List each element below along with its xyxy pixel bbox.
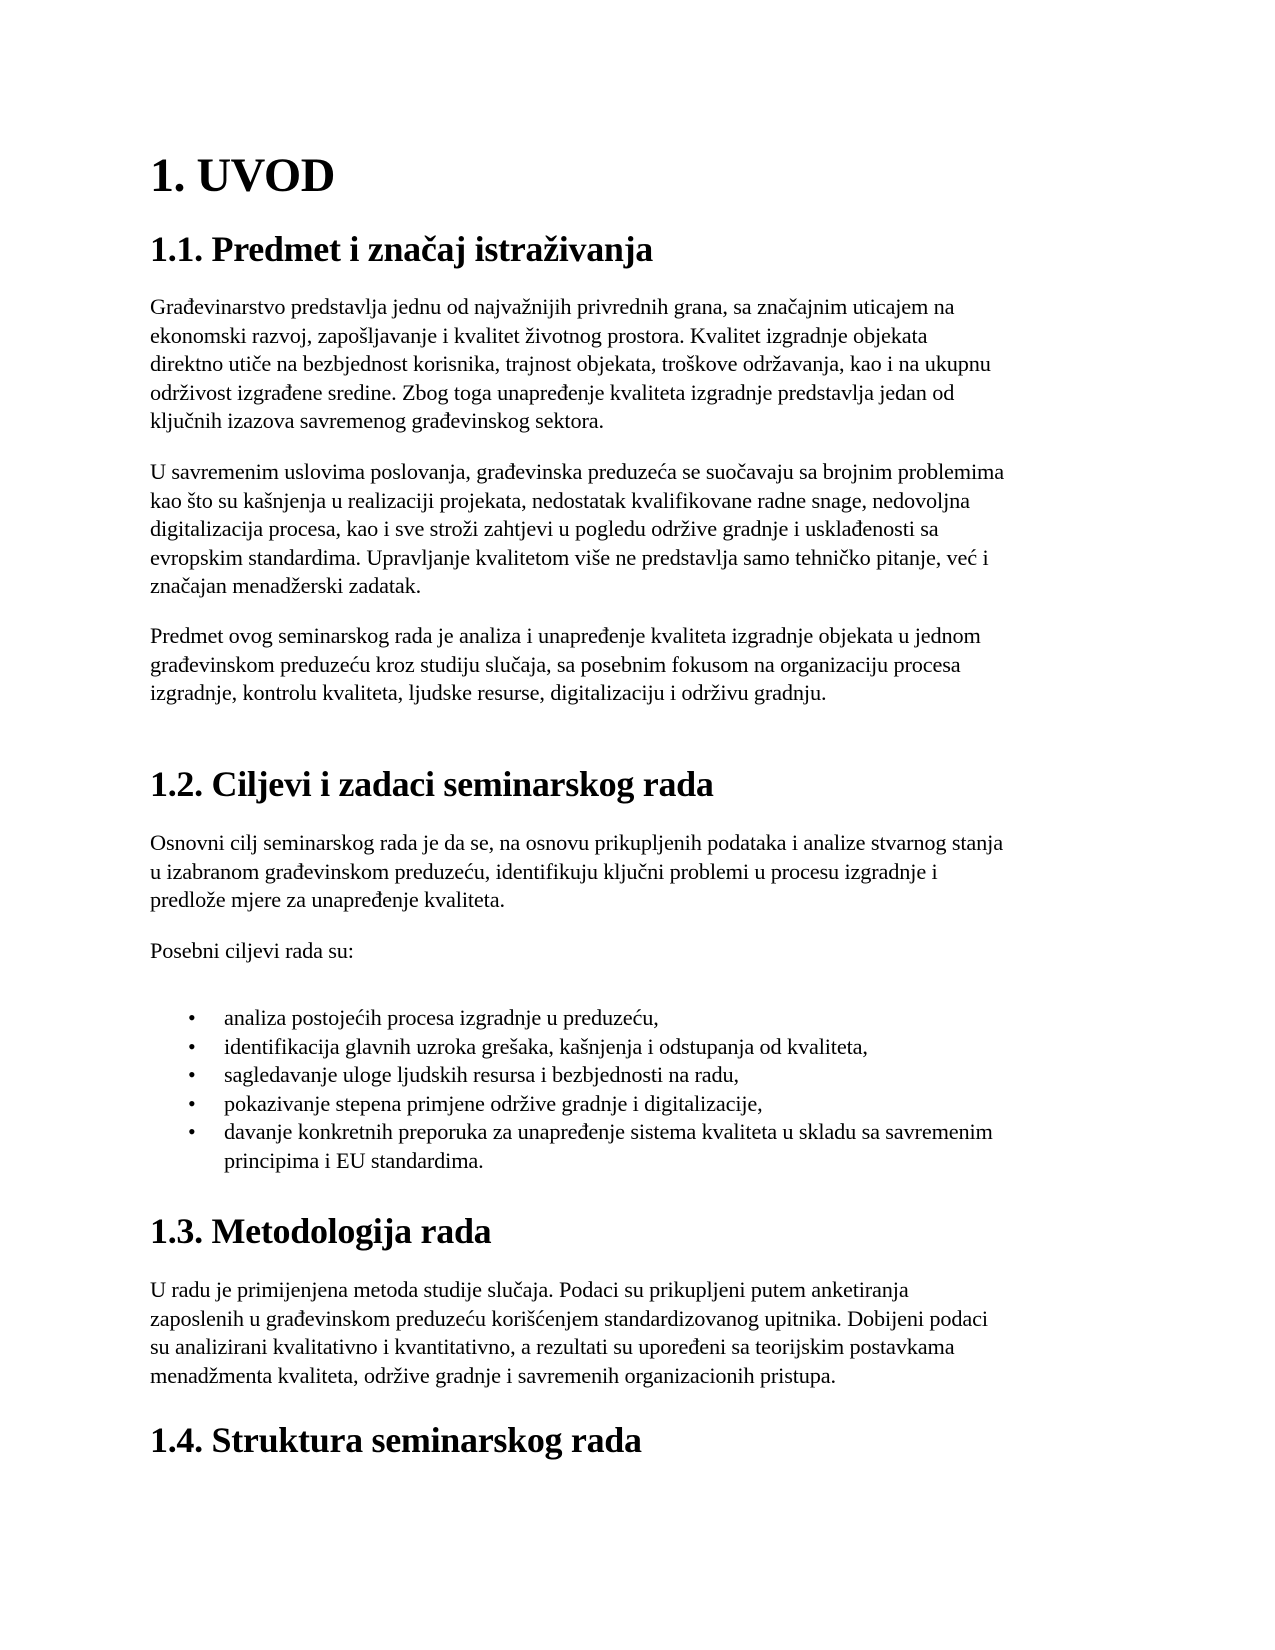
list-item-text: davanje konkretnih preporuka za unapređenje sistema kvaliteta u skladu sa savremenim xyxy=(224,1119,993,1145)
text-line: su analizirani kvalitativno i kvantitativno, a rezultati su upoređeni sa teorijskim postavkama xyxy=(150,1334,955,1360)
list-item xyxy=(150,1090,1115,1119)
text-line: ekonomski razvoj, zapošljavanje i kvalitet životnog prostora. Kvalitet izgradnje objekata xyxy=(150,322,928,348)
text-line: digitalizacija procesa, kao i sve stroži zahtjevi u pogledu održive gradnje i usklađenosti sa xyxy=(150,516,939,542)
text-line: u izabranom građevinskom preduzeću, identifikuju ključni problemi u procesu izgradnje i xyxy=(150,858,938,884)
list-item-text: sagledavanje uloge ljudskih resursa i bezbjednosti na radu, xyxy=(224,1062,739,1088)
text-line: Osnovni cilj seminarskog rada je da se, na osnovu prikupljenih podataka i analize stvarnog stanja xyxy=(150,830,1003,855)
list-item-text: principima i EU standardima. xyxy=(224,1147,484,1173)
text-line: direktno utiče na bezbjednost korisnika, trajnost objekata, troškove održavanja, kao i na ukupnu xyxy=(150,351,991,377)
paragraph-1-3-a xyxy=(150,1276,1115,1390)
text-line: evropskim standardima. Upravljanje kvalitetom više ne predstavlja samo tehničko pitanje, već i xyxy=(150,544,989,570)
list-item xyxy=(150,1118,1115,1175)
chapter-title: 1. UVOD xyxy=(150,149,335,202)
text-line: ključnih izazova savremenog građevinskog sektora. xyxy=(150,408,604,434)
bullet-icon: • xyxy=(188,1062,196,1088)
section-heading-1-4: 1.4. Struktura seminarskog rada xyxy=(150,1420,642,1460)
bullet-icon: • xyxy=(188,1119,196,1145)
list-item-text: pokazivanje stepena primjene održive gradnje i digitalizacije, xyxy=(224,1090,763,1116)
text-line: izgradnje, kontrolu kvaliteta, ljudske resurse, digitalizaciju i održivu gradnju. xyxy=(150,680,827,706)
text-line: zaposlenih u građevinskom preduzeću korišćenjem standardizovanog upitnika. Dobijeni podaci xyxy=(150,1305,988,1331)
paragraph-1-1-a xyxy=(150,293,1115,436)
text-line: kao što su kašnjenja u realizaciji projekata, nedostatak kvalifikovane radne snage, nedovoljna xyxy=(150,487,970,513)
text-line: predlože mjere za unapređenje kvaliteta. xyxy=(150,887,505,913)
text-line: menadžmenta kvaliteta, održive gradnje i savremenih organizacionih pristupa. xyxy=(150,1362,836,1388)
bullet-icon: • xyxy=(188,1033,196,1059)
text-line: značajan menadžerski zadatak. xyxy=(150,573,422,599)
text-line: Građevinarstvo predstavlja jednu od najvažnijih privrednih grana, sa značajnim uticajem na xyxy=(150,294,955,319)
list-item xyxy=(150,1061,1115,1090)
text-line: građevinskom preduzeću kroz studiju slučaja, sa posebnim fokusom na organizaciju procesa xyxy=(150,651,961,677)
paragraph-1-2-b xyxy=(150,937,1115,966)
text-line: Posebni ciljevi rada su: xyxy=(150,938,354,963)
text-line: Predmet ovog seminarskog rada je analiza i unapređenje kvaliteta izgradnje objekata u jednom xyxy=(150,623,981,648)
bullet-icon: • xyxy=(188,1090,196,1116)
objectives-list xyxy=(150,1004,1115,1176)
text-line: održivost izgrađene sredine. Zbog toga unapređenje kvaliteta izgradnje predstavlja jedan od xyxy=(150,379,955,405)
paragraph-1-1-b xyxy=(150,458,1115,601)
text-line: U savremenim uslovima poslovanja, građevinska preduzeća se suočavaju sa brojnim problemima xyxy=(150,459,1004,484)
text-line: U radu je primijenjena metoda studije slučaja. Podaci su prikupljeni putem anketiranja xyxy=(150,1277,909,1302)
section-heading-1-3: 1.3. Metodologija rada xyxy=(150,1211,492,1251)
section-heading-1-1: 1.1. Predmet i značaj istraživanja xyxy=(150,229,654,269)
paragraph-1-1-c xyxy=(150,622,1115,708)
list-item xyxy=(150,1033,1115,1062)
list-item-text: identifikacija glavnih uzroka grešaka, kašnjenja i odstupanja od kvaliteta, xyxy=(224,1033,868,1059)
bullet-icon: • xyxy=(188,1005,196,1030)
section-heading-1-2: 1.2. Ciljevi i zadaci seminarskog rada xyxy=(150,764,714,804)
paragraph-1-2-a xyxy=(150,829,1115,915)
list-item-text: analiza postojećih procesa izgradnje u preduzeću, xyxy=(224,1005,659,1030)
list-item xyxy=(150,1004,1115,1033)
